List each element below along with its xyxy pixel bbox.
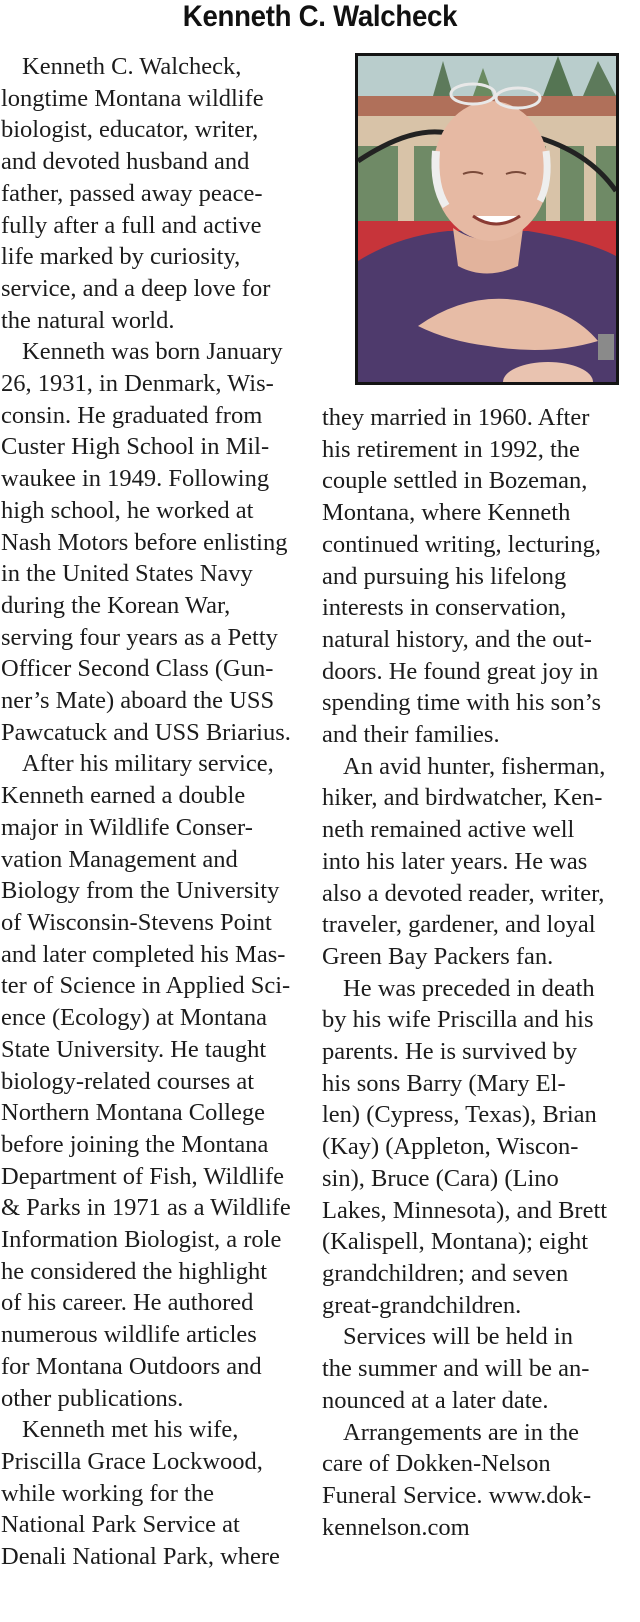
text-line: of Wisconsin-Stevens Point [1,908,272,936]
text-line: Biology from the University [1,877,280,905]
text-line: and their families. [322,721,500,749]
portrait-photo [355,53,619,385]
text-line: the summer and will be an- [322,1355,590,1383]
text-line: of his career. He authored [1,1289,254,1317]
text-line: he considered the highlight [1,1257,268,1285]
text-line: vation Management and [1,845,238,873]
text-line: continued writing, lecturing, [322,530,601,558]
text-line: consin. He graduated from [1,401,263,429]
text-line: An avid hunter, fisherman, [343,752,606,780]
text-line: Kenneth earned a double [1,782,246,810]
text-line: ence (Ecology) at Montana [1,1004,267,1032]
text-line: and pursuing his lifelong [322,562,567,590]
text-line: After his military service, [22,750,274,778]
text-line: in the United States Navy [1,560,253,588]
text-line: Kenneth was born January [22,338,283,366]
text-line: National Park Service at [1,1511,240,1539]
text-line: (Kay) (Appleton, Wiscon- [322,1133,579,1161]
text-line: ner’s Mate) aboard the USS [1,687,275,715]
text-line: serving four years as a Petty [1,623,278,651]
obituary-column-right [322,402,640,1543]
text-line: (Kalispell, Montana); eight [322,1228,589,1256]
text-line: and later completed his Mas- [1,940,286,968]
text-line: sin), Bruce (Cara) (Lino [322,1164,559,1192]
funeral-home-link[interactable]: kennelson.com [322,1513,470,1541]
text-line: Department of Fish, Wildlife [1,1162,284,1190]
text-line: couple settled in Bozeman, [322,467,588,495]
portrait-photo-icon [358,56,616,382]
text-line: the natural world. [1,306,175,334]
text-line: Funeral Service. www.dok- [322,1481,592,1509]
text-line: len) (Cypress, Texas), Brian [322,1101,597,1129]
text-line: during the Korean War, [1,591,231,619]
text-line: Kenneth met his wife, [22,1416,239,1444]
text-line: nounced at a later date. [322,1386,549,1414]
text-line: life marked by curiosity, [1,243,241,271]
text-line: also a devoted reader, writer, [322,879,605,907]
text-line: Northern Montana College [1,1099,265,1127]
text-line: Denali National Park, where [1,1543,280,1571]
text-line: neth remained active well [322,816,575,844]
text-line: hiker, and birdwatcher, Ken- [322,784,603,812]
text-line: major in Wildlife Conser- [1,813,253,841]
text-line: care of Dokken-Nelson [322,1450,551,1478]
text-line: great-grandchildren. [322,1291,522,1319]
text-line: 26, 1931, in Denmark, Wis- [1,370,274,398]
text-line: State University. He taught [1,1035,267,1063]
text-line: Information Biologist, a role [1,1226,282,1254]
text-line: Custer High School in Mil- [1,433,270,461]
text-line: Officer Second Class (Gun- [1,655,274,683]
text-line: traveler, gardener, and loyal [322,911,596,939]
text-line: He was preceded in death [343,974,595,1002]
text-line: Pawcatuck and USS Briarius. [1,718,291,746]
text-line: Arrangements are in the [343,1418,580,1446]
text-line: longtime Montana wildlife [1,84,264,112]
text-line: ter of Science in Applied Sci- [1,972,291,1000]
text-line: Nash Motors before enlisting [1,528,288,556]
text-line: and devoted husband and [1,148,250,176]
text-line: father, passed away peace- [1,179,263,207]
text-line: doors. He found great joy in [322,657,599,685]
text-line: Lakes, Minnesota), and Brett [322,1196,608,1224]
text-line: waukee in 1949. Following [1,465,270,493]
text-line: his sons Barry (Mary El- [322,1069,566,1097]
text-line: biology-related courses at [1,1067,255,1095]
text-line: Services will be held in [343,1323,573,1351]
text-line: spending time with his son’s [322,689,602,717]
text-line: Montana, where Kenneth [322,499,571,527]
text-line: high school, he worked at [1,496,254,524]
text-line: & Parks in 1971 as a Wildlife [1,1194,291,1222]
text-line: grandchildren; and seven [322,1259,569,1287]
text-line: they married in 1960. After [322,404,590,431]
text-line: his retirement in 1992, the [322,435,580,463]
text-line: service, and a deep love for [1,274,271,302]
obituary-column-left [1,51,313,1573]
text-line: natural history, and the out- [322,625,592,653]
text-line: for Montana Outdoors and [1,1352,262,1380]
text-line: Priscilla Grace Lockwood, [1,1447,263,1475]
text-line: before joining the Montana [1,1130,269,1158]
text-line: other publications. [1,1384,184,1412]
obituary-headline: Kenneth C. Walcheck [182,0,458,33]
text-line: fully after a full and active [1,211,262,239]
text-line: Green Bay Packers fan. [322,942,554,970]
text-line: biologist, educator, writer, [1,116,259,144]
text-line: Kenneth C. Walcheck, [22,53,242,80]
text-line: interests in conservation, [322,594,567,622]
text-line: numerous wildlife articles [1,1321,257,1349]
text-line: while working for the [1,1479,214,1507]
text-line: by his wife Priscilla and his [322,1006,594,1034]
text-line: into his later years. He was [322,847,588,875]
text-line: parents. He is survived by [322,1038,578,1066]
